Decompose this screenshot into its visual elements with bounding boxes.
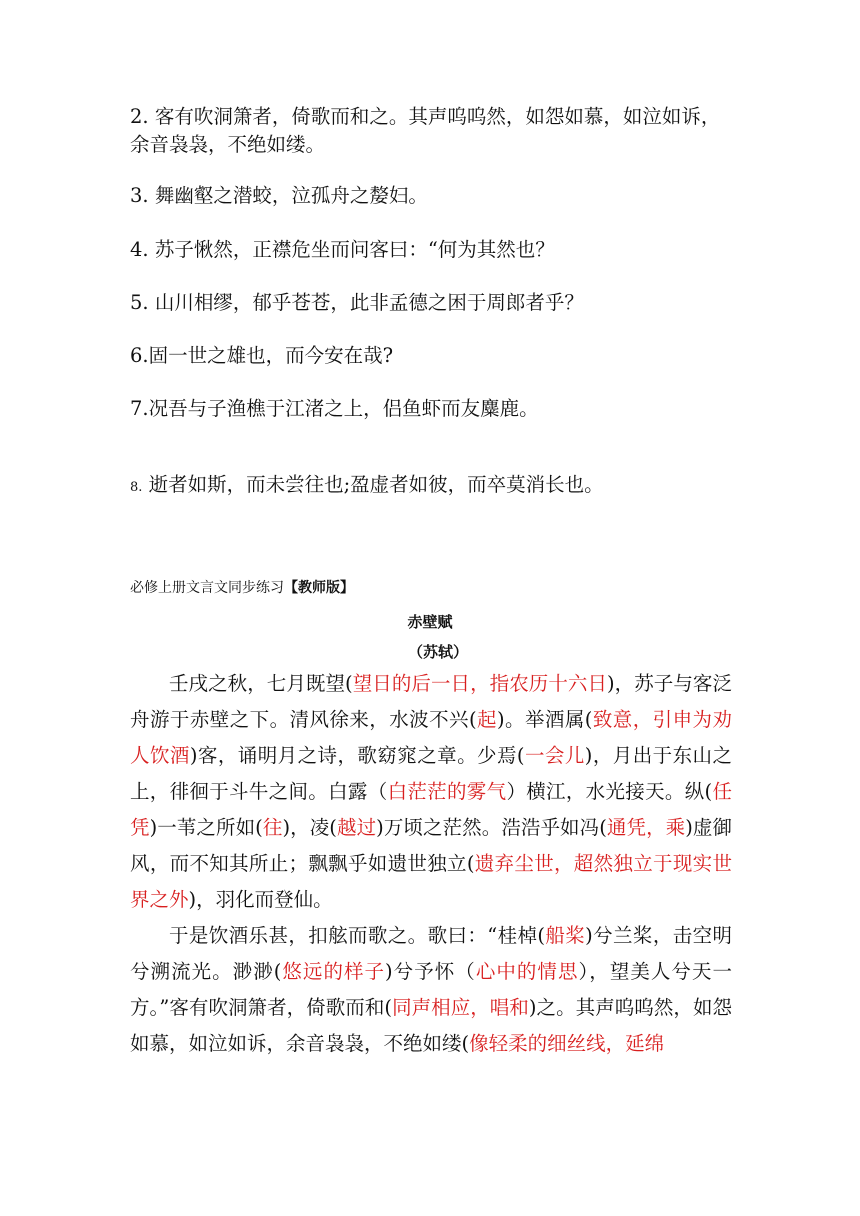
exercise-item-4 (130, 237, 555, 263)
header-version: 【教师版】 (284, 580, 354, 596)
annotation-text: 船桨 (544, 924, 586, 947)
original-text: )之。其声呜呜然，如怨如慕，如泣如诉，余音袅袅，不绝如缕( (130, 996, 732, 1055)
exercise-number: 4. (130, 238, 149, 261)
exercise-item-2-continued (130, 132, 325, 158)
annotation-text: 望日的后一日，指农历十六日 (352, 672, 608, 695)
exercise-item-3 (130, 183, 428, 209)
exercise-item-5 (130, 290, 584, 316)
original-text: ）横江，水光接天。纵( (506, 780, 713, 803)
original-text: )，苏子与客泛舟游于赤壁之下。清风徐来，水波不兴( (130, 672, 732, 731)
exercise-item-6 (130, 343, 393, 369)
annotation-text: 心中的情思 (475, 960, 579, 983)
annotation-text: 越过 (336, 816, 377, 839)
exercise-text: 逝者如斯，而未尝往也;盈虚者如彼，而卒莫消长也。 (148, 473, 604, 496)
original-text: )虚御风，而不知其所止；飘飘乎如遗世独立( (130, 816, 732, 875)
annotation-text: 同声相应，唱和 (392, 996, 529, 1019)
exercise-text: 山川相缪，郁乎苍苍，此非孟德之困于周郎者乎？ (154, 291, 584, 314)
exercise-number: 7. (130, 397, 149, 420)
exercise-item-8 (130, 472, 604, 501)
paragraph-2 (130, 918, 732, 1062)
paragraph-1 (130, 666, 732, 918)
original-text: 壬戌之秋，七月既望( (169, 672, 353, 695)
exercise-number: 2. (130, 105, 149, 128)
original-text: )，月出于东山之上，徘徊于斗牛之间。白露（ (130, 744, 732, 803)
exercise-number: 6. (130, 344, 149, 367)
exercise-number: 3. (130, 184, 149, 207)
original-text: )，凌( (282, 816, 337, 839)
original-text: )万顷之茫然。浩浩乎如冯( (376, 816, 607, 839)
annotation-text: 悠远的样子 (281, 960, 386, 983)
exercise-number: 5. (130, 291, 149, 314)
annotation-text: 往 (262, 816, 283, 839)
header-prefix: 必修上册文言文同步练习 (130, 580, 284, 596)
annotation-text: 像轻柔的细丝线，延绵 (469, 1032, 665, 1055)
exercise-text: 舞幽壑之潜蛟，泣孤舟之嫠妇。 (154, 184, 428, 207)
author-line: （苏轼） (407, 643, 468, 661)
worksheet-header (130, 577, 354, 597)
exercise-text: 况吾与子渔樵于江渚之上，侣鱼虾而友麋鹿。 (148, 397, 539, 420)
exercise-text: 固一世之雄也，而今安在哉? (148, 344, 394, 367)
exercise-text: 客有吹洞箫者，倚歌而和之。其声呜呜然，如怨如慕，如泣如诉， (154, 105, 721, 128)
annotation-text: 起 (476, 708, 497, 731)
exercise-number: 8. (130, 480, 143, 495)
exercise-item-2 (130, 104, 720, 130)
original-text: )客，诵明月之诗，歌窈窕之章。少焉( (189, 744, 525, 767)
original-text: )，羽化而登仙。 (188, 888, 333, 911)
original-text: ），望美人兮天一方。”客有吹洞箫者，倚歌而和( (130, 960, 732, 1019)
original-text: )一苇之所如( (149, 816, 263, 839)
exercise-item-7 (130, 396, 539, 422)
annotation-text: 致意，引申为劝人饮酒 (130, 708, 732, 767)
exercise-text: 余音袅袅，不绝如缕。 (130, 133, 326, 156)
original-text: )兮予怀（ (385, 960, 476, 983)
original-text: )兮兰桨，击空明兮溯流光。渺渺( (130, 924, 732, 983)
annotated-text (130, 666, 732, 1062)
annotation-text: 任凭 (130, 780, 732, 839)
annotation-text: 一会儿 (524, 744, 585, 767)
annotation-text: 通凭，乘 (606, 816, 686, 839)
original-text: )。举酒属( (496, 708, 593, 731)
page-title: 赤壁赋 (407, 613, 453, 631)
original-text: 于是饮酒乐甚，扣舷而歌之。歌曰：“桂棹( (169, 924, 545, 947)
annotation-text: 遗弃尘世，超然独立于现实世界之外 (130, 852, 732, 911)
exercise-text: 苏子愀然，正襟危坐而问客曰：“何为其然也？ (154, 238, 555, 261)
annotation-text: 白茫茫的雾气 (387, 780, 507, 803)
